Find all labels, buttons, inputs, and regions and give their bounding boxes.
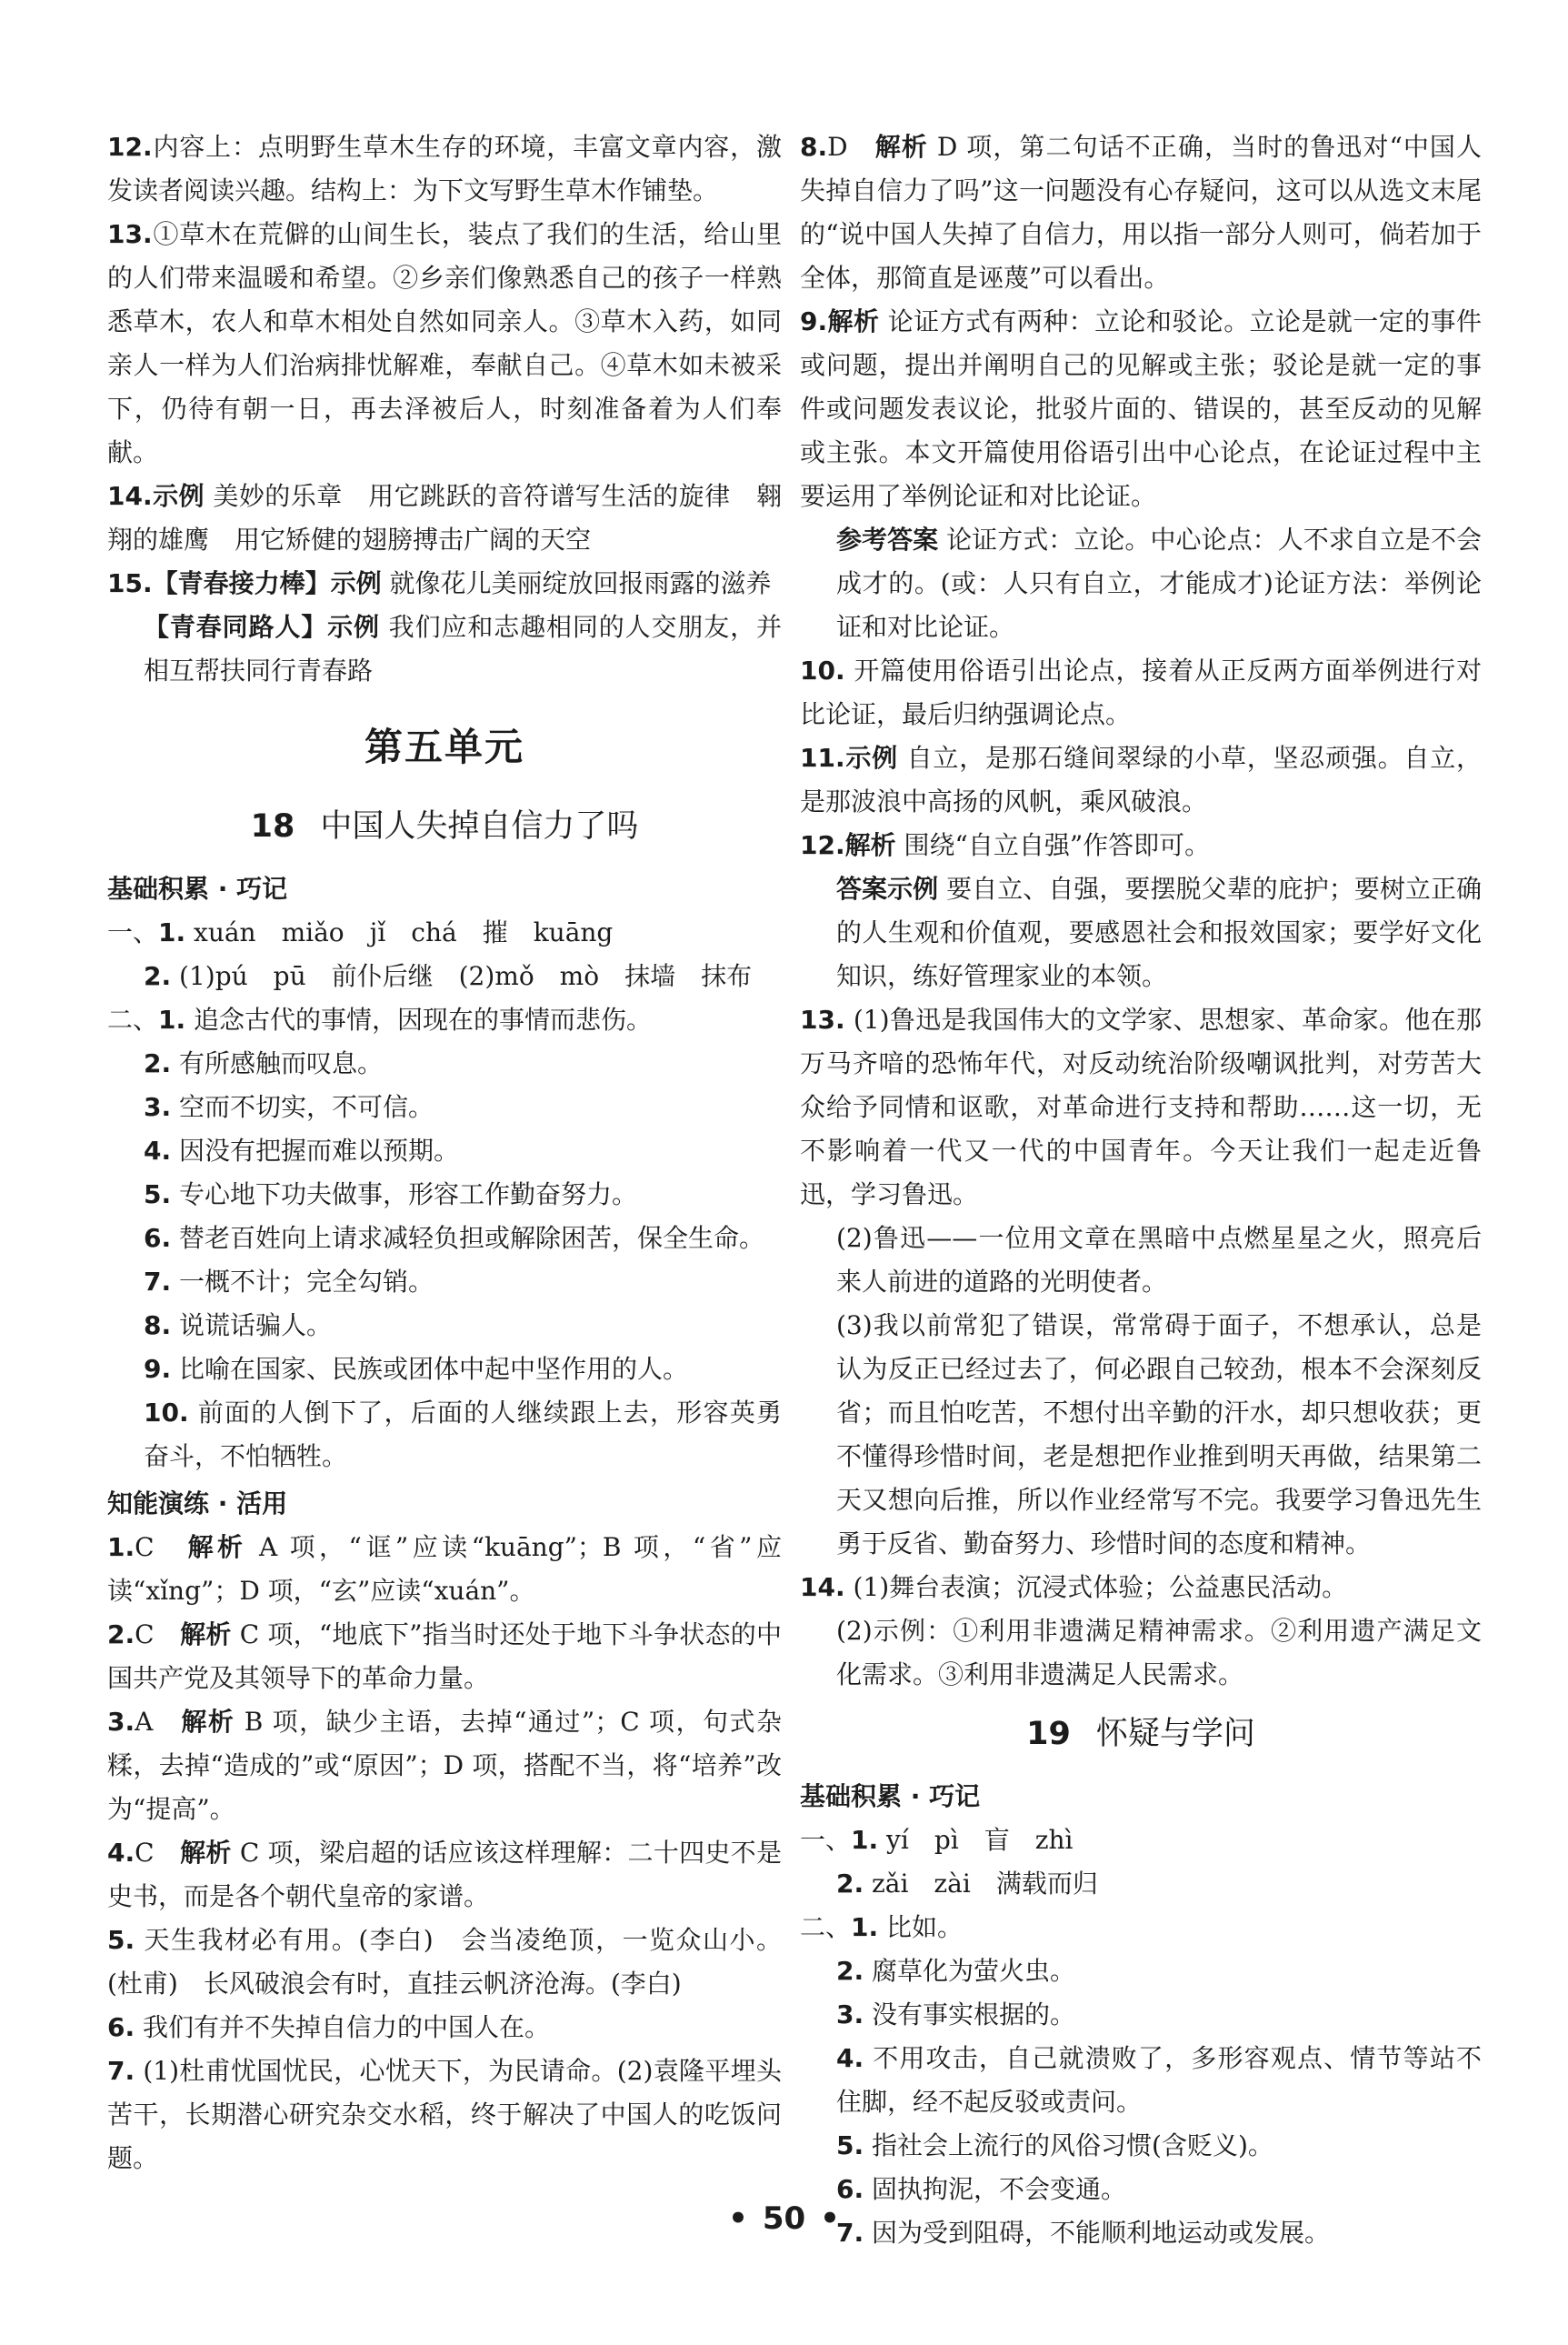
answer-2-8: 8. 说谎话骗人。 (144, 1310, 333, 1340)
answer-14: 14.示例 美妙的乐章 用它跳跃的音符谱写生活的旋律 翱翔的雄鹰 用它矫健的翅膀搏击广阔的天空 (107, 481, 782, 555)
practice-9: 9.解析 论证方式有两种：立论和驳论。立论是就一定的事件或问题，提出并阐明自己的见解或主张；驳论是就一定的事件或问题发表议论，批驳片面的、错误的，甚至反动的见解或主张。本文开篇使用俗语引出中心论点，在论证过程中主要运用了举例论证和对比论证。 (800, 306, 1482, 511)
right-column (800, 125, 1482, 2255)
answer-1-1: 一、1. xuán miǎo jǐ chá 摧 kuāng (107, 917, 614, 947)
l19-answer-2-7: 7. 因为受到阻碍，不能顺利地运动或发展。 (836, 2218, 1331, 2248)
practice-13: 13. (1)鲁迅是我国伟大的文学家、思想家、革命家。他在那万马齐喑的恐怖年代，对反动统治阶级嘲讽批判，对劳苦大众给予同情和讴歌，对革命进行支持和帮助……这一切，无不影响着一代又一代的中国青年。今天让我们一起走近鲁迅，学习鲁迅。 (800, 1005, 1482, 1209)
l19-answer-2-6: 6. 固执拘泥，不会变通。 (836, 2174, 1127, 2204)
practice-1: 1.C 解析 A 项，“诓”应读“kuāng”；B 项，“省”应读“xǐng”；D 项，“玄”应读“xuán”。 (107, 1532, 782, 1606)
practice-2: 2.C 解析 C 项，“地底下”指当时还处于地下斗争状态的中国共产党及其领导下的革命力量。 (107, 1619, 782, 1693)
practice-13-part2: (2)鲁迅——一位用文章在黑暗中点燃星星之火，照亮后来人前进的道路的光明使者。 (836, 1223, 1482, 1297)
left-column (107, 125, 782, 2180)
practice-13-part3: (3)我以前常犯了错误，常常碍于面子，不想承认，总是认为反正已经过去了，何必跟自己较劲，根本不会深刻反省；而且怕吃苦，不想付出辛勤的汗水，却只想收获；更不懂得珍惜时间，老是想把作业推到明天再做，结果第二天又想向后推，所以作业经常写不完。我要学习鲁迅先生勇于反省、勤奋努力、珍惜时间的态度和精神。 (836, 1310, 1482, 1558)
practice-8: 8.D 解析 D 项，第二句话不正确，当时的鲁迅对“中国人失掉自信力了吗”这一问题没有心存疑问，这可以从选文末尾的“说中国人失掉了自信力，用以指一部分人则可，倘若加于全体，那简直是诬蔑”可以看出。 (800, 132, 1482, 293)
section-heading-practice: 知能演练 · 活用 (107, 1488, 288, 1518)
l19-answer-2-2: 2. 腐草化为萤火虫。 (836, 1956, 1076, 1986)
answer-2-2: 2. 有所感触而叹息。 (144, 1048, 384, 1078)
practice-14: 14. (1)舞台表演；沉浸式体验；公益惠民活动。 (800, 1572, 1348, 1602)
practice-6: 6. 我们有并不失掉自信力的中国人在。 (107, 2012, 551, 2042)
section-heading-basic-19: 基础积累 · 巧记 (800, 1781, 981, 1811)
lesson-18-heading: 18 中国人失掉自信力了吗 (250, 808, 639, 845)
practice-4: 4.C 解析 C 项，梁启超的话应该这样理解：二十四史不是史书，而是各个朝代皇帝的家谱。 (107, 1838, 782, 1911)
practice-14-part2: (2)示例：①利用非遗满足精神需求。②利用遗产满足文化需求。③利用非遗满足人民需求。 (836, 1616, 1482, 1689)
practice-11: 11.示例 自立，是那石缝间翠绿的小草，坚忍顽强。自立，是那波浪中高扬的风帆，乘风破浪。 (800, 743, 1482, 817)
answer-2-6: 6. 替老百姓向上请求减轻负担或解除困苦，保全生命。 (144, 1223, 765, 1253)
page-footer (0, 2200, 1568, 2237)
answer-2-4: 4. 因没有把握而难以预期。 (144, 1136, 460, 1166)
answer-2-5: 5. 专心地下功夫做事，形容工作勤奋努力。 (144, 1179, 638, 1209)
answer-2-7: 7. 一概不计；完全勾销。 (144, 1267, 434, 1297)
l19-answer-2-4: 4. 不用攻击，自己就溃败了，多形容观点、情节等站不住脚，经不起反驳或责问。 (836, 2043, 1482, 2117)
answer-1-2: 2. (1)pú pū 前仆后继 (2)mǒ mò 抹墙 抹布 (144, 961, 753, 991)
page-number: 50 (762, 2200, 806, 2237)
answer-13: 13.①草木在荒僻的山间生长，装点了我们的生活，给山里的人们带来温暖和希望。②乡亲们像熟悉自己的孩子一样熟悉草木，农人和草木相处自然如同亲人。③草木入药，如同亲人一样为人们治病排忧解难，奉献自己。④草木如未被采下，仍待有朝一日，再去泽被后人，时刻准备着为人们奉献。 (107, 219, 782, 467)
practice-12: 12.解析 围绕“自立自强”作答即可。 (800, 830, 1211, 860)
footer-dot-left: • (728, 2200, 748, 2237)
practice-5: 5. 天生我材必有用。(李白) 会当凌绝顶，一览众山小。(杜甫) 长风破浪会有时，直挂云帆济沧海。(李白) (107, 1925, 782, 1999)
answer-2-10: 10. 前面的人倒下了，后面的人继续跟上去，形容英勇奋斗，不怕牺牲。 (144, 1398, 782, 1471)
section-heading-basic: 基础积累 · 巧记 (107, 874, 288, 904)
footer-dot-right: • (820, 2200, 840, 2237)
practice-12-answer: 答案示例 要自立、自强，要摆脱父辈的庇护；要树立正确的人生观和价值观，要感恩社会和报效国家；要学好文化知识，练好管理家业的本领。 (836, 874, 1482, 991)
practice-3: 3.A 解析 B 项，缺少主语，去掉“通过”；C 项，句式杂糅，去掉“造成的”或“原因”；D 项，搭配不当，将“培养”改为“提高”。 (107, 1707, 782, 1824)
answer-2-3: 3. 空而不切实，不可信。 (144, 1092, 434, 1122)
unit-title: 第五单元 (364, 725, 524, 769)
l19-answer-1-2: 2. zǎi zài 满载而归 (836, 1869, 1098, 1899)
practice-10: 10. 开篇使用俗语引出论点，接着从正反两方面举例进行对比论证，最后归纳强调论点。 (800, 656, 1482, 729)
practice-7: 7. (1)杜甫忧国忧民，心忧天下，为民请命。(2)袁隆平埋头苦干，长期潜心研究杂交水稻，终于解决了中国人的吃饭问题。 (107, 2056, 782, 2173)
answer-2-9: 9. 比喻在国家、民族或团体中起中坚作用的人。 (144, 1354, 689, 1384)
l19-answer-1-1: 一、1. yí pì 盲 zhì (800, 1825, 1074, 1855)
practice-9-answer: 参考答案 论证方式：立论。中心论点：人不求自立是不会成才的。(或：人只有自立，才能成才)论证方法：举例论证和对比论证。 (836, 525, 1482, 642)
answer-2-1: 二、1. 追念古代的事情，因现在的事情而悲伤。 (107, 1005, 653, 1035)
lesson-19-heading: 19 怀疑与学问 (1026, 1716, 1255, 1752)
l19-answer-2-3: 3. 没有事实根据的。 (836, 1999, 1076, 2029)
l19-answer-2-1: 二、1. 比如。 (800, 1912, 964, 1942)
answer-12: 12.内容上：点明野生草木生存的环境，丰富文章内容，激发读者阅读兴趣。结构上：为下文写野生草木作铺垫。 (107, 132, 782, 205)
l19-answer-2-5: 5. 指社会上流行的风俗习惯(含贬义)。 (836, 2130, 1273, 2160)
answer-15: 15.【青春接力棒】示例 就像花儿美丽绽放回报雨露的滋养 (107, 568, 772, 598)
answer-15-part2: 【青春同路人】示例 我们应和志趣相同的人交朋友，并相互帮扶同行青春路 (144, 612, 782, 686)
